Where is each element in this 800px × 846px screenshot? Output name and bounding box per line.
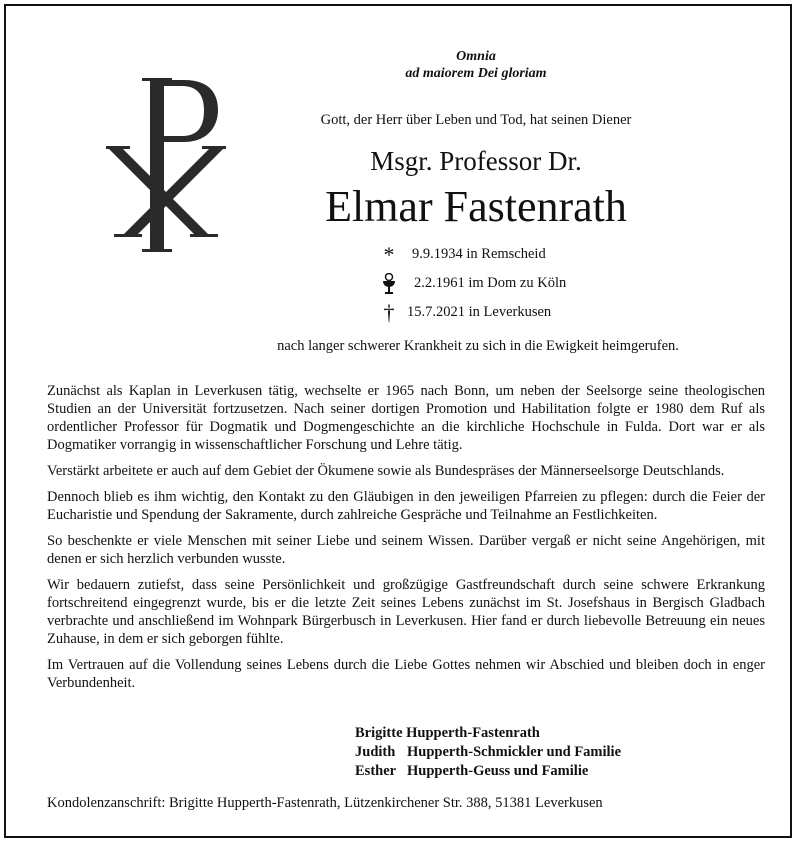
paragraph-6: Im Vertrauen auf die Vollendung seines Lebens durch die Liebe Gottes nehmen wir Abschied und bleiben doch in enger Verbundenheit. xyxy=(47,657,765,691)
signer-2-given: Judith xyxy=(355,744,396,760)
deceased-name: Elmar Fastenrath xyxy=(325,182,627,231)
motto-line-2: ad maiorem Dei gloriam xyxy=(405,66,547,81)
signer-1 xyxy=(355,724,735,743)
signer-3-rest: Hupperth-Geuss und Familie xyxy=(407,763,589,779)
intro-text: Gott, der Herr über Leben und Tod, hat seinen Diener xyxy=(320,112,632,128)
signer-3 xyxy=(355,762,735,781)
death-cross-icon: † xyxy=(383,300,395,325)
paragraph-2: Verstärkt arbeitete er auch auf dem Gebiet der Ökumene sowie als Bundespräses der Männerseelsorge Deutschlands. xyxy=(47,463,725,479)
life-events xyxy=(376,242,676,329)
chi-rho-icon xyxy=(106,76,226,256)
ending-text: nach langer schwerer Krankheit zu sich in die Ewigkeit heimgerufen. xyxy=(277,338,679,354)
paragraph-1: Zunächst als Kaplan in Leverkusen tätig, wechselte er 1965 nach Bonn, um neben der Seelsorge seine theologischen Studien an der Universität fortzusetzen. Nach seiner dortigen Promotion und Habilitation folgte er 1980 dem Ruf als ordentlicher Professor für Dogmatik und Dogmengeschichte an die kirchliche Hochschule in Fulda. Dort war er als Dogmatiker vorrangig in wissenschaftlicher Forschung und Lehre tätig. xyxy=(47,383,765,453)
event-death-text: 15.7.2021 in Leverkusen xyxy=(407,304,552,320)
event-birth-text: 9.9.1934 in Remscheid xyxy=(412,246,546,262)
motto xyxy=(346,48,606,82)
obituary-body xyxy=(47,382,765,700)
chalice-host-icon xyxy=(376,271,402,300)
event-death xyxy=(376,300,676,329)
signer-3-given: Esther xyxy=(355,763,397,779)
paragraph-5: Wir bedauern zutiefst, dass seine Persönlichkeit und großzügige Gastfreundschaft durch seine schwere Erkrankung fortschreitend eingegrenzt wurde, bis er die letzte Zeit seines Lebens zunächst im St. Josefshaus in Bergisch Gladbach verbrachte und anschließend im Wohnpark Bürgerbusch in Leverkusen. Hier fand er durch liebevolle Betreuung ein neues Zuhause, in dem er sich geborgen fühlte. xyxy=(47,577,765,647)
motto-line-1: Omnia xyxy=(456,49,496,64)
deceased-title: Msgr. Professor Dr. xyxy=(370,146,582,176)
signers xyxy=(355,724,735,781)
condolence-address: Kondolenzanschrift: Brigitte Hupperth-Fastenrath, Lützenkirchener Str. 388, 51381 Leverkusen xyxy=(47,795,603,811)
signer-2-rest: Hupperth-Schmickler und Familie xyxy=(407,744,622,760)
paragraph-4: So beschenkte er viele Menschen mit seiner Liebe und seinem Wissen. Darüber vergaß er nicht seine Angehörigen, mit denen er sich herzlich verbunden wusste. xyxy=(47,533,765,567)
event-ordination-text: 2.2.1961 im Dom zu Köln xyxy=(414,275,567,291)
birth-star-icon: * xyxy=(383,242,395,267)
paragraph-3: Dennoch blieb es ihm wichtig, den Kontakt zu den Gläubigen in den jeweiligen Pfarreien zu pflegen: durch die Feier der Eucharistie und Spendung der Sakramente, durch zahlreiche Gespräche und Teilnahme an Festlichkeiten. xyxy=(47,489,765,523)
event-ordination xyxy=(376,271,676,300)
event-birth xyxy=(376,242,676,271)
signer-2 xyxy=(355,743,735,762)
signer-1-name: Brigitte Hupperth-Fastenrath xyxy=(355,725,540,741)
obituary-frame xyxy=(4,4,792,838)
